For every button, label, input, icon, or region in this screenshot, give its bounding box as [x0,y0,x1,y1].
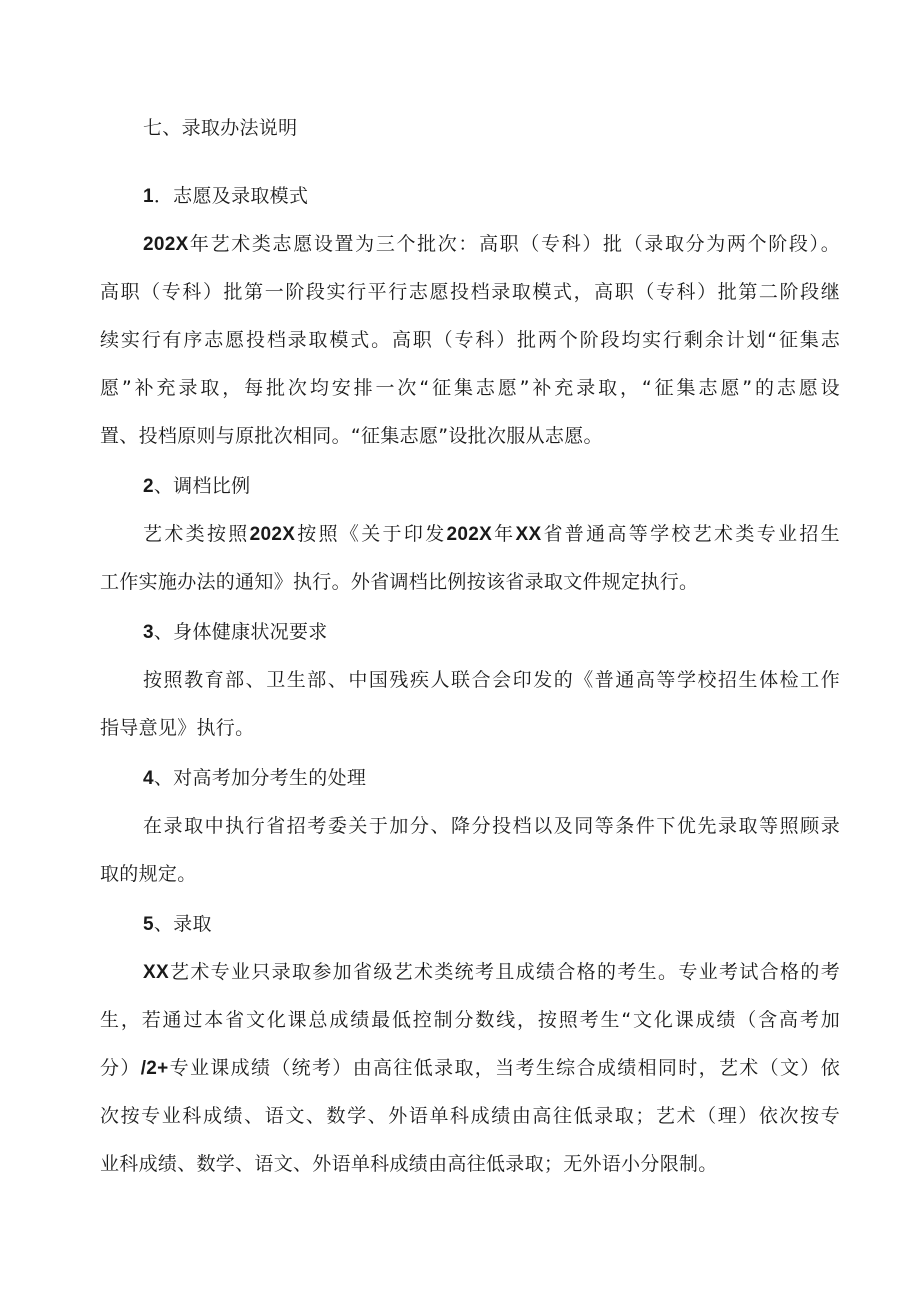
section-4-title: 4、对高考加分考生的处理 [143,767,367,789]
section-4-paragraph-line-1: 在录取中执行省招考委关于加分、降分投档以及同等条件下优先录取等照顾录 [143,815,840,837]
section-3-paragraph-line-2: 指导意见》执行。 [100,717,255,739]
section-1-paragraph-line-3: 续实行有序志愿投档录取模式。高职（专科）批两个阶段均实行剩余计划“征集志 [100,329,840,351]
section-1-paragraph-line-4: 愿”补充录取，每批次均安排一次“征集志愿”补充录取，“征集志愿”的志愿设 [100,377,840,399]
section-5-paragraph-line-2: 生，若通过本省文化课总成绩最低控制分数线，按照考生“文化课成绩（含高考加 [100,1009,840,1031]
section-3-paragraph-line-1: 按照教育部、卫生部、中国残疾人联合会印发的《普通高等学校招生体检工作 [143,669,840,691]
section-5-paragraph-line-1: XX艺术专业只录取参加省级艺术类统考且成绩合格的考生。专业考试合格的考 [143,961,840,983]
section-2-title: 2、调档比例 [143,475,251,497]
section-3-title: 3、身体健康状况要求 [143,621,328,643]
section-1-title: 1．志愿及录取模式 [143,185,309,207]
section-2-paragraph-line-1: 艺术类按照202X按照《关于印发202X年XX省普通高等学校艺术类专业招生 [143,523,840,545]
section-2-paragraph-line-2: 工作实施办法的通知》执行。外省调档比例按该省录取文件规定执行。 [100,571,699,593]
section-1-paragraph-line-1: 202X年艺术类志愿设置为三个批次：高职（专科）批（录取分为两个阶段）。 [143,233,840,255]
section-1-paragraph-line-5: 置、投档原则与原批次相同。“征集志愿”设批次服从志愿。 [100,425,603,447]
section-5-paragraph-line-3: 分）/2+专业课成绩（统考）由高往低录取，当考生综合成绩相同时，艺术（文）依 [100,1057,840,1079]
section-heading: 七、录取办法说明 [143,117,298,139]
section-5-paragraph-line-5: 业科成绩、数学、语文、外语单科成绩由高往低录取；无外语小分限制。 [100,1153,718,1175]
section-5-paragraph-line-4: 次按专业科成绩、语文、数学、外语单科成绩由高往低录取；艺术（理）依次按专 [100,1105,840,1127]
section-1-paragraph-line-2: 高职（专科）批第一阶段实行平行志愿投档录取模式，高职（专科）批第二阶段继 [100,281,840,303]
section-4-paragraph-line-2: 取的规定。 [100,863,197,885]
section-5-title: 5、录取 [143,913,212,935]
